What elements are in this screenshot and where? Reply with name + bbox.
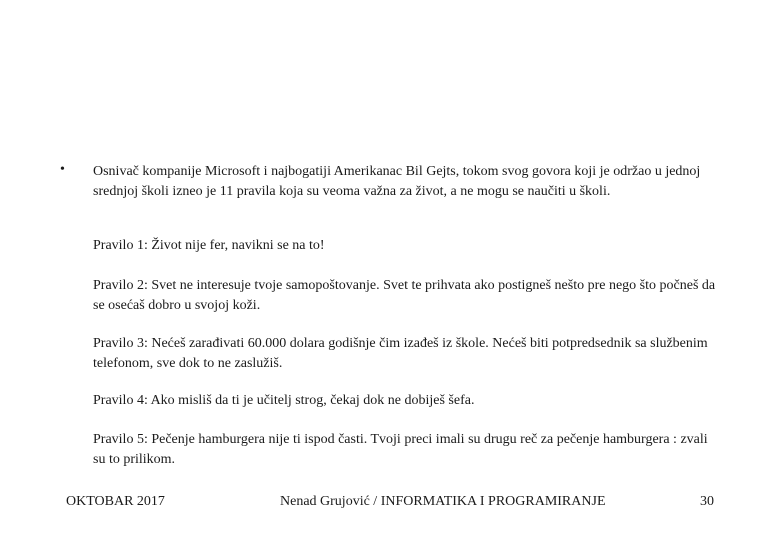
- rule-3: [93, 334, 718, 373]
- rule-label: Pravilo 4: [93, 393, 144, 408]
- rule-text: : Ako misliš da ti je učitelj strog, čekaj dok ne dobiješ šefa.: [143, 393, 475, 408]
- rule-text: : Pečenje hamburgera nije ti ispod časti. Tvoji preci imali su drugu reč za pečenje hamburgera : zvali su to prilikom.: [93, 432, 708, 467]
- rule-2: [93, 276, 718, 315]
- rule-text: : Život nije fer, navikni se na to!: [143, 238, 325, 253]
- rule-4: [93, 391, 718, 411]
- rule-label: Pravilo 3: [93, 336, 144, 351]
- bullet-icon: •: [60, 162, 65, 177]
- footer-date: OKTOBAR 2017: [66, 494, 165, 509]
- rule-5: [93, 430, 718, 469]
- rule-text: : Svet ne interesuje tvoje samopoštovanje. Svet te prihvata ako postigneš nešto pre nego što počneš da se osećaš dobro u svojoj koži.: [93, 278, 716, 313]
- footer-author: Nenad Grujović / INFORMATIKA I PROGRAMIRANJE: [280, 494, 606, 509]
- rule-1: [93, 236, 718, 256]
- rule-label: Pravilo 1: [93, 238, 144, 253]
- rule-label: Pravilo 2: [93, 278, 144, 293]
- rule-label: Pravilo 5: [93, 432, 144, 447]
- rule-text: : Nećeš zarađivati 60.000 dolara godišnje čim izađeš iz škole. Nećeš biti potpredsednik sa službenim telefonom, sve dok to ne zaslužiš.: [93, 336, 708, 371]
- intro-text: Osnivač kompanije Microsoft i najbogatiji Amerikanac Bil Gejts, tokom svog govora koji je održao u jednoj srednjoj školi izneo je 11 pravila koja su veoma važna za život, a ne mogu se naučiti u školi.: [93, 164, 701, 199]
- page-number: 30: [700, 494, 714, 509]
